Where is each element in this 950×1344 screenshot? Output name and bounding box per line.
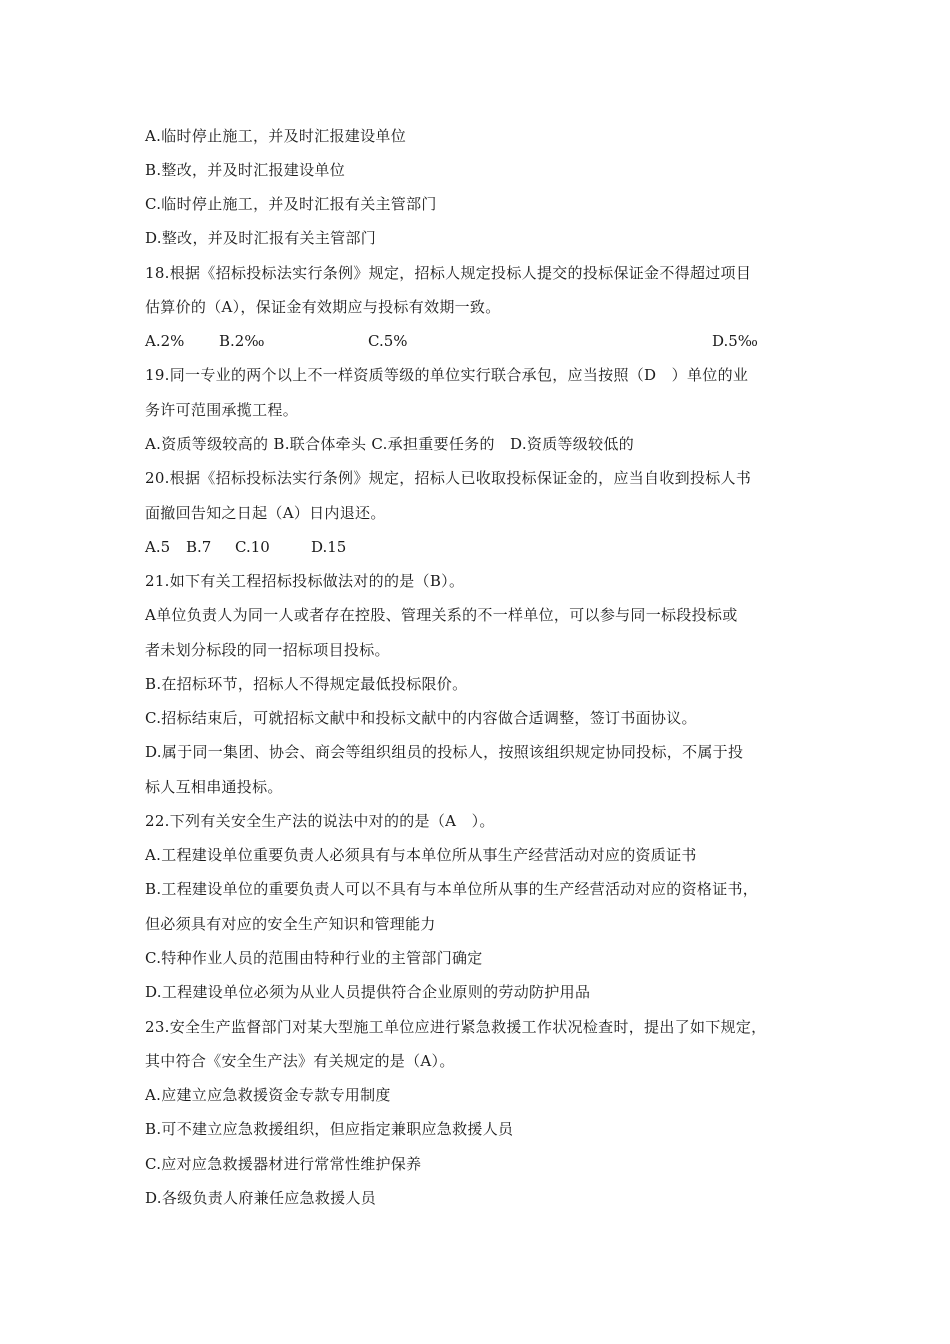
q20-option-c: C.10 — [235, 538, 270, 556]
q20-question-line1: 20.根据《招标投标法实行条例》规定，招标人已收取投标保证金的，应当自收到投标人书 — [145, 469, 752, 487]
q17-option-b: B.整改，并及时汇报建设单位 — [145, 161, 345, 179]
q18-question-line2: 估算价的（A），保证金有效期应与投标有效期一致。 — [145, 298, 501, 316]
q17-option-d: D.整改，并及时汇报有关主管部门 — [145, 229, 377, 247]
q21-option-a-line1: A单位负责人为同一人或者存在控股、管理关系的不一样单位，可以参与同一标段投标或 — [145, 606, 738, 624]
q20-option-d: D.15 — [311, 538, 347, 556]
q23-option-b: B.可不建立应急救援组织，但应指定兼职应急救援人员 — [145, 1120, 514, 1138]
q23-option-c: C.应对应急救援器材进行常常性维护保养 — [145, 1155, 422, 1173]
q20-option-a: A.5 — [145, 538, 171, 556]
q18-option-c: C.5% — [368, 332, 408, 350]
q20-question-line2: 面撤回告知之日起（A）日内退还。 — [145, 504, 386, 522]
q23-question-line2: 其中符合《安全生产法》有关规定的是（A）。 — [145, 1052, 455, 1070]
q22-option-c: C.特种作业人员的范围由特种行业的主管部门确定 — [145, 949, 483, 967]
q22-option-b-line2: 但必须具有对应的安全生产知识和管理能力 — [145, 915, 436, 933]
q21-option-d-line1: D.属于同一集团、协会、商会等组织组员的投标人，按照该组织规定协同投标，不属于投 — [145, 743, 744, 761]
q22-option-d: D.工程建设单位必须为从业人员提供符合企业原则的劳动防护用品 — [145, 983, 591, 1001]
q21-option-c: C.招标结束后，可就招标文献中和投标文献中的内容做合适调整，签订书面协议。 — [145, 709, 697, 727]
q18-question-line1: 18.根据《招标投标法实行条例》规定，招标人规定投标人提交的投标保证金不得超过项目 — [145, 264, 752, 282]
q17-option-c: C.临时停止施工，并及时汇报有关主管部门 — [145, 195, 437, 213]
q18-option-b: B.2‰ — [219, 332, 265, 350]
q23-option-a: A.应建立应急救援资金专款专用制度 — [145, 1086, 391, 1104]
q22-option-a: A.工程建设单位重要负责人必须具有与本单位所从事生产经营活动对应的资质证书 — [145, 846, 697, 864]
q21-option-b: B.在招标环节，招标人不得规定最低投标限价。 — [145, 675, 468, 693]
q21-option-d-line2: 标人互相串通投标。 — [145, 778, 283, 796]
q23-question-line1: 23.安全生产监督部门对某大型施工单位应进行紧急救援工作状况检查时，提出了如下规定， — [145, 1018, 767, 1036]
q19-options: A.资质等级较高的 B.联合体牵头 C.承担重要任务的 D.资质等级较低的 — [145, 435, 635, 453]
q21-question: 21.如下有关工程招标投标做法对的的是（B）。 — [145, 572, 465, 590]
q18-option-a: A.2% — [145, 332, 185, 350]
q18-option-d: D.5‰ — [712, 332, 758, 350]
q17-option-a: A.临时停止施工，并及时汇报建设单位 — [145, 127, 407, 145]
q20-option-b: B.7 — [186, 538, 212, 556]
q22-question: 22.下列有关安全生产法的说法中对的的是（A ）。 — [145, 812, 495, 830]
q23-option-d: D.各级负责人府兼任应急救援人员 — [145, 1189, 377, 1207]
q19-question-line1: 19.同一专业的两个以上不一样资质等级的单位实行联合承包，应当按照（D ）单位的业 — [145, 366, 749, 384]
q22-option-b-line1: B.工程建设单位的重要负责人可以不具有与本单位所从事的生产经营活动对应的资格证书， — [145, 880, 759, 898]
q19-question-line2: 务许可范围承揽工程。 — [145, 401, 299, 419]
q21-option-a-line2: 者未划分标段的同一招标项目投标。 — [145, 641, 390, 659]
